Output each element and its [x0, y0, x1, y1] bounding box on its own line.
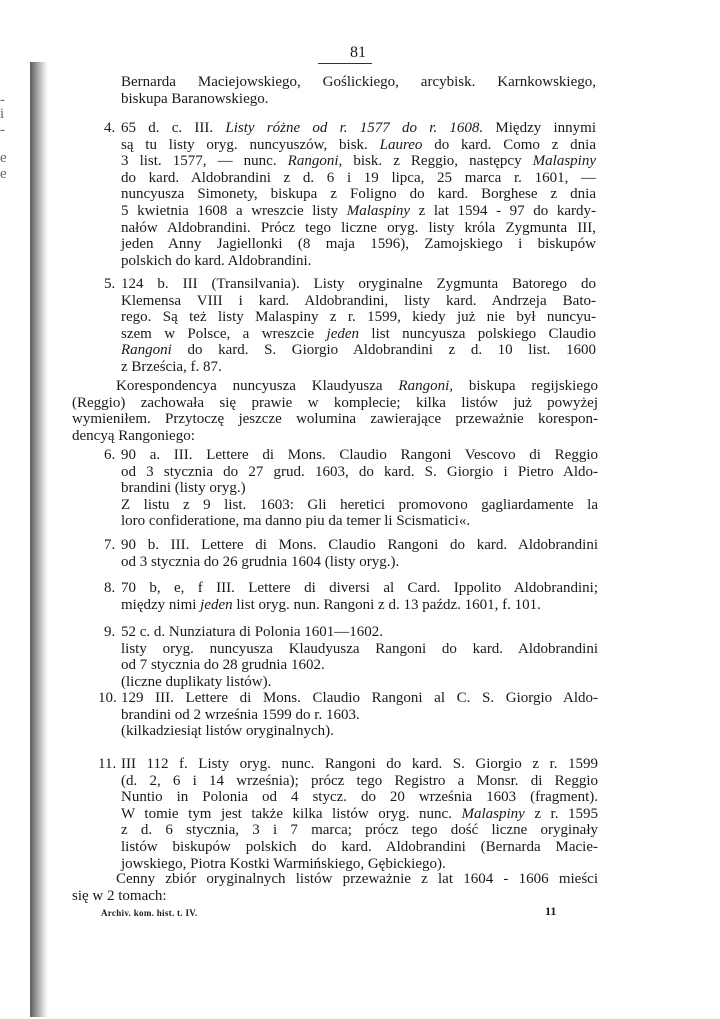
text-line: (kilkadziesiąt listów oryginalnych). [121, 723, 334, 740]
text-line: Cenny zbiór oryginalnych listów przeważnie z lat 1604 - 1606 mieści [116, 871, 598, 887]
text-line: Klemensa VIII i kard. Aldobrandini, listy kard. Andrzeja Bato- [121, 292, 596, 309]
edge-mark: - [0, 92, 5, 108]
entry-number: 4. [104, 120, 116, 136]
text-line: dencyą Rangoniego: [72, 427, 195, 444]
text-line: III 112 f. Listy oryg. nunc. Rangoni do kard. S. Giorgio z r. 1599 [121, 756, 598, 772]
text-line: są tu listy oryg. nuncyuszów, bisk. Laureo do kard. Como z dnia [121, 136, 597, 153]
text-line: Z listu z 9 list. 1603: Gli heretici promovono gagliardamente la [121, 496, 598, 513]
text-line: loro confideratione, ma danno piu da temer li Scismatici«. [121, 513, 471, 530]
text-line: z Brześcia, f. 87. [121, 359, 222, 375]
text-line: 90 b. III. Lettere di Mons. Claudio Rangoni do kard. Aldobrandini [121, 537, 598, 553]
text-line: nałów Aldobrandini. Prócz tego liczne oryg. listy króla Zygmunta III, [121, 219, 596, 236]
text-line: (Reggio) zachowała się prawie w komplecie; kilka listów już powyżej [72, 394, 598, 411]
text-line: się w 2 tomach: [72, 887, 167, 904]
text-line: listy oryg. nuncyusza Klaudyusza Rangoni do kard. Aldobrandini [121, 640, 598, 657]
book-spine-shadow [30, 62, 48, 1017]
text-line: nuncyusza Simonety, biskupa z Foligno do kard. Borghese z dnia [121, 186, 596, 203]
text-line: od 3 stycznia do 27 grud. 1603, do kard. S. Giorgio i Pietro Aldo- [121, 463, 598, 480]
text-line: 3 list. 1577, — nunc. Rangoni, bisk. z Reggio, następcy Malaspiny [121, 153, 596, 170]
text-line: biskupa Baranowskiego. [121, 90, 269, 107]
text-line: między nimi jeden list oryg. nun. Rangoni z d. 13 paźdz. 1601, f. 101. [121, 596, 541, 613]
edge-mark: e [0, 150, 7, 166]
sheet-number: 11 [545, 904, 557, 918]
text-line: Korespondencya nuncyusza Klaudyusza Rangoni, biskupa regijskiego [116, 378, 598, 394]
printer-signature: Archiv. kom. hist. t. IV. [101, 908, 198, 918]
text-line: 124 b. III (Transilvania). Listy oryginalne Zygmunta Batorego do [121, 276, 596, 292]
text-line: Nuntio in Polonia od 4 stycz. do 20 września 1603 (fragment). [121, 789, 598, 806]
text-line: W tomie tym jest także kilka listów oryg. nunc. Malaspiny z r. 1595 [121, 805, 599, 822]
text-line: jeden Anny Jagiellonki (8 maja 1596), Zamojskiego i biskupów [121, 236, 596, 253]
text-line: listów biskupów polskich do kard. Aldobrandini (Bernarda Macie- [121, 839, 598, 855]
text-line: od 7 stycznia do 28 grudnia 1602. [121, 657, 325, 674]
text-line: Rangoni do kard. S. Giorgio Aldobrandini z d. 10 list. 1600 [121, 342, 596, 359]
text-line: 90 a. III. Lettere di Mons. Claudio Rangoni Vescovo di Reggio [121, 447, 598, 463]
text-line: od 3 stycznia do 26 grudnia 1604 (listy oryg.). [121, 553, 400, 570]
edge-mark: i [0, 106, 5, 122]
text-line: 5 kwietnia 1608 a wreszcie listy Malaspiny z lat 1594 - 97 do kardy- [121, 203, 596, 219]
text-line: do kard. Aldobrandini z d. 6 i 19 lipca, 25 marca r. 1601, — [121, 169, 596, 186]
text-line: (d. 2, 6 i 14 września); prócz tego Registro a Monsr. di Reggio [121, 772, 598, 789]
text-line: jowskiego, Piotra Kostki Warmińskiego, Gębickiego). [121, 855, 446, 872]
text-line: rego. Są też listy Malaspiny z r. 1599, kiedy już nie był nuncyu- [121, 309, 596, 326]
text-line: polskich do kard. Aldobrandini. [121, 252, 312, 269]
text-line: wymieniłem. Przytoczę jeszcze wolumina zawierające przeważnie korespon- [72, 411, 598, 428]
text-line: (liczne duplikaty listów). [121, 673, 272, 690]
text-line: brandini (listy oryg.) [121, 480, 246, 497]
text-line: 52 c. d. Nunziatura di Polonia 1601—1602. [121, 624, 384, 640]
page-number: 81 [350, 44, 366, 61]
edge-mark: - [0, 122, 5, 138]
text-line: 129 III. Lettere di Mons. Claudio Rangoni al C. S. Giorgio Aldo- [121, 690, 598, 706]
entry-number: 9. [104, 624, 116, 640]
header-rule [318, 63, 372, 64]
text-line: szem w Polsce, a wreszcie jeden list nuncyusza polskiego Claudio [121, 325, 596, 342]
entry-number: 8. [104, 580, 116, 596]
entry-number: 11. [98, 756, 117, 772]
text-line: Bernarda Maciejowskiego, Goślickiego, arcybisk. Karnkowskiego, [121, 74, 596, 90]
text-line: brandini od 2 września 1599 do r. 1603. [121, 706, 360, 723]
edge-mark: e [0, 166, 7, 182]
entry-number: 6. [104, 447, 116, 463]
entry-number: 10. [98, 690, 117, 706]
text-line: 70 b, e, f III. Lettere di diversi al Card. Ippolito Aldobrandini; [121, 580, 598, 596]
text-line: 65 d. c. III. Listy różne od r. 1577 do r. 1608. Między innymi [121, 120, 596, 136]
entry-number: 5. [104, 276, 116, 292]
entry-number: 7. [104, 537, 116, 553]
text-line: z d. 6 stycznia, 3 i 7 marca; prócz tego dość liczne oryginały [121, 822, 598, 839]
